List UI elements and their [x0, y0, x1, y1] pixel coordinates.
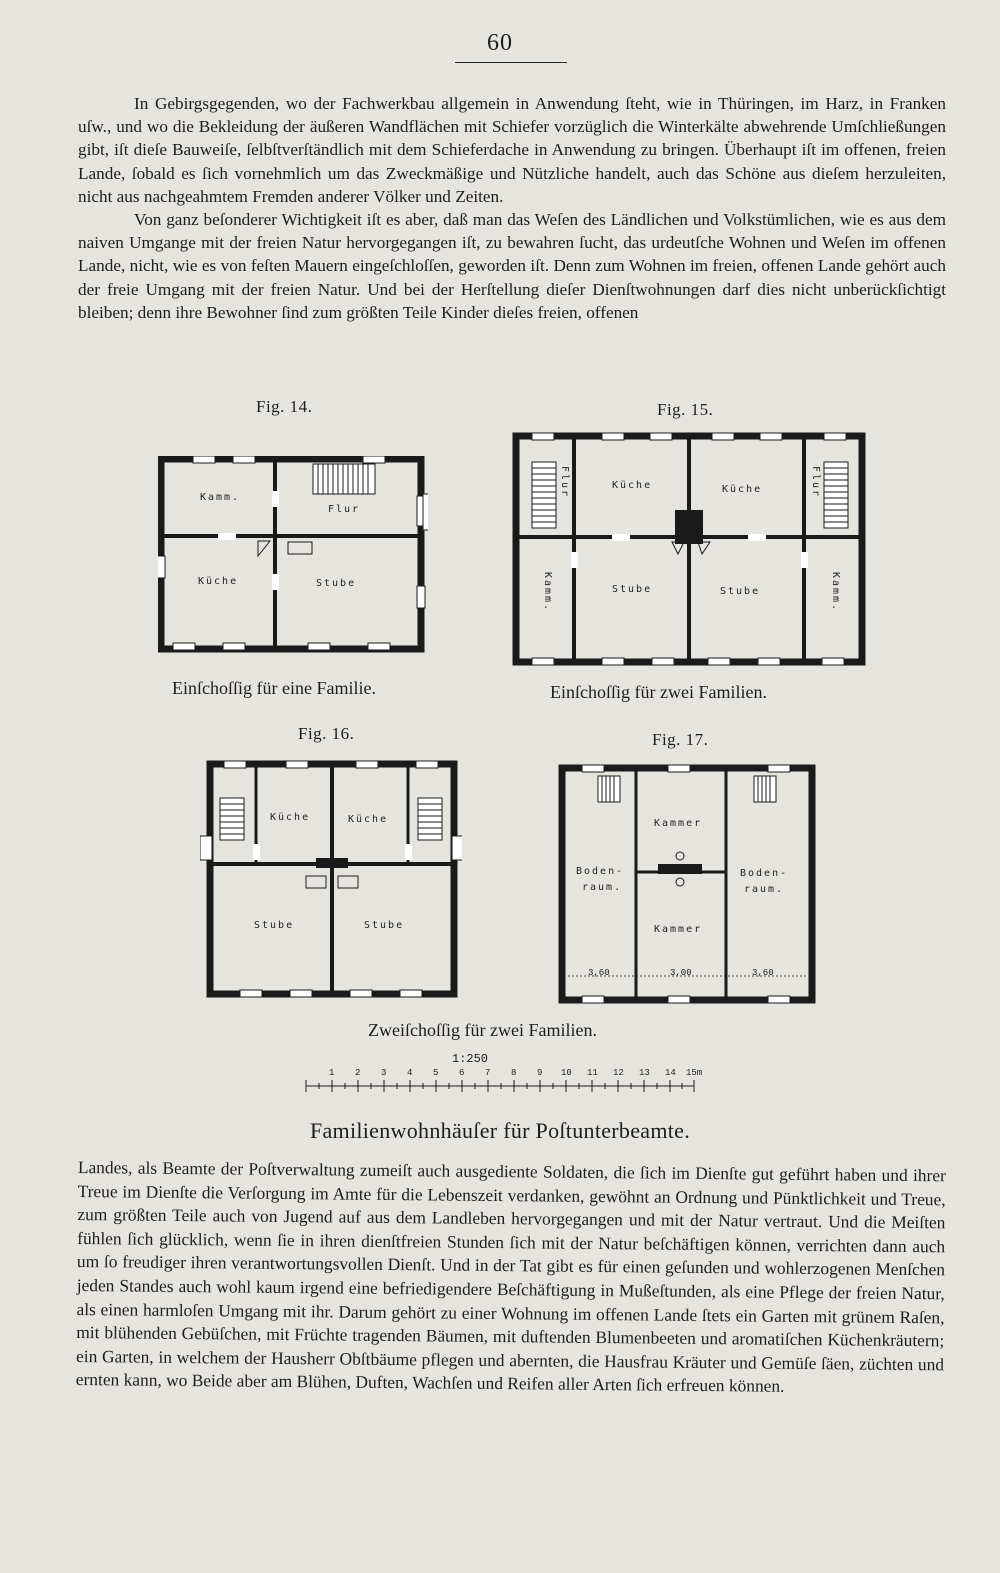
room-label: Flur [328, 504, 361, 515]
scale-label: 1:250 [451, 1052, 488, 1066]
room-label: raum. [582, 882, 623, 893]
fig16-label: Fig. 16. [298, 724, 355, 743]
scale-tick: 7 [485, 1068, 491, 1078]
room-label: Boden- [740, 868, 789, 879]
room-label: Küche [722, 484, 763, 495]
scale-tick: 6 [459, 1068, 465, 1078]
room-label: Kamm. [830, 572, 841, 613]
room-label: Stube [720, 586, 761, 597]
fig14-caption: Einſchoſſig für eine Familie. [172, 678, 376, 698]
room-label: Stube [612, 584, 653, 595]
dimension-label: 3,60 [588, 968, 610, 978]
room-label: Flur [810, 466, 821, 499]
room-label: Küche [348, 814, 389, 825]
fig17-floor-plan [558, 764, 820, 1006]
paragraph: Von ganz beſonderer Wichtigkeit iſt es aber, daß man das Weſen des Ländlichen und Volkstümlichen, wie es aus dem naiven Umgange mit der freien Natur hervorgegangen iſt, zu bewahren ſucht, das urdeutſche Wohnen und Weſen im offenen Lande, nicht, wie es von feſten Mauern eingeſchloſſen, geworden iſt. Denn zum Wohnen im freien, offenen Lande gehört auch der freie Umgang mit der freien Natur. Und bei der Herſtellung dieſer Dienſtwohnungen darf dies nicht unberückſichtigt bleiben; denn ihre Bewohner ſind zum größten Teile Kinder dieſes freien, offenen [78, 210, 946, 322]
fig14-label: Fig. 14. [256, 397, 313, 416]
room-label: Küche [198, 576, 239, 587]
fig17-label: Fig. 17. [652, 730, 709, 749]
scale-tick: 1 [329, 1068, 335, 1078]
body-text-top [78, 92, 946, 324]
scale-tick: 14 [665, 1068, 676, 1078]
dimension-label: 3,60 [752, 968, 774, 978]
body-text-bottom [76, 1156, 946, 1400]
scale-tick: 5 [433, 1068, 439, 1078]
room-label: Küche [612, 480, 653, 491]
scale-tick: 10 [561, 1068, 572, 1078]
scale-tick: 8 [511, 1068, 517, 1078]
scale-tick: 2 [355, 1068, 361, 1078]
scale-tick: 12 [613, 1068, 624, 1078]
room-label: Boden- [576, 866, 625, 877]
figure-main-caption: Familienwohnhäuſer für Poſtunterbeamte. [309, 1118, 691, 1143]
fig16-17-caption: Zweiſchoſſig für zwei Familien. [368, 1020, 597, 1040]
header-rule [455, 62, 567, 63]
page-number: 60 [487, 30, 513, 56]
scale-tick: 3 [381, 1068, 387, 1078]
fig15-label: Fig. 15. [657, 400, 714, 419]
paragraph: In Gebirgsgegenden, wo der Fachwerkbau allgemein in Anwendung ſteht, wie in Thüringen, im Harz, in Franken uſw., und wo die Bekleidung der äußeren Wandflächen mit Schiefer vorzüglich die Winterkälte abwehrende Umſchließungen gibt, iſt dieſe Bauweiſe, ſelbſtverſtändlich mit dem Schieferdache in Anwendung zu bringen. Überhaupt iſt im offenen, freien Lande, ſobald es ſich vornehmlich um das Zweckmäßige und Nützliche handelt, auch das Schöne aus dieſem herzuleiten, nicht aus nachgeahmtem Fremden anderer Völker und Zeiten. [78, 94, 946, 206]
scale-tick: 13 [639, 1068, 650, 1078]
scale-tick: 4 [407, 1068, 413, 1078]
room-label: Stube [316, 578, 357, 589]
scale-tick: 15m [686, 1068, 703, 1078]
fig15-floor-plan [512, 432, 872, 670]
room-label: Flur [559, 466, 570, 499]
room-label: Kamm. [200, 492, 241, 503]
fig16-floor-plan [200, 760, 462, 1000]
room-label: Kammer [654, 818, 703, 829]
fig14-floor-plan [158, 456, 428, 656]
room-label: raum. [744, 884, 785, 895]
room-label: Kamm. [542, 572, 553, 613]
scale-bar [300, 1052, 720, 1102]
room-label: Stube [364, 920, 405, 931]
room-label: Küche [270, 812, 311, 823]
paragraph: Landes, als Beamte der Poſtverwaltung zumeiſt auch ausgediente Soldaten, die ſich im Dienſte gut geführt haben und ihrer Treue im Dienſte die Verſorgung im Amte für die Lebenszeit verdanken, gewöhnt an Ordnung und Pünktlichkeit und Treue, zum größten Teile auch von Jugend auf aus dem Landleben hervorgegangen und mit der Natur vertraut. Und die Meiſten fühlen ſich glücklich, wenn ſie in ihren dienſtfreien Stunden ſich mit der Natur beſchäftigen können, verrichten dann auch um ſo freudiger ihren verantwortungsvollen Dienſt. Und in der Tat gibt es für einen geſunden und wohlerzogenen Menſchen jeden Standes auch wohl kaum irgend eine befriedigendere Beſchäftigung in Mußeſtunden, als eine Pflege der freien Natur, als einen harmloſen Umgang mit ihr. Darum gehört zu einer Wohnung im offenen Lande ſtets ein Garten mit grünem Raſen, mit blühenden Gebüſchen, mit Früchte tragenden Bäumen, mit duftenden Blumenbeeten und aromatiſchen Küchenkräutern; ein Garten, in welchem der Hausherr Obſtbäume pflegen und abernten, die Hausfrau Kräuter und Gemüſe ſäen, züchten und ernten kann, wo Beide aber am Blühen, Duften, Wachſen und Reifen aller Arten ſich erfreuen können. [75, 1157, 946, 1397]
scale-tick: 11 [587, 1068, 598, 1078]
room-label: Stube [254, 920, 295, 931]
room-label: Kammer [654, 924, 703, 935]
dimension-label: 3,00 [670, 968, 692, 978]
scale-tick: 9 [537, 1068, 543, 1078]
fig15-caption: Einſchoſſig für zwei Familien. [550, 682, 767, 702]
